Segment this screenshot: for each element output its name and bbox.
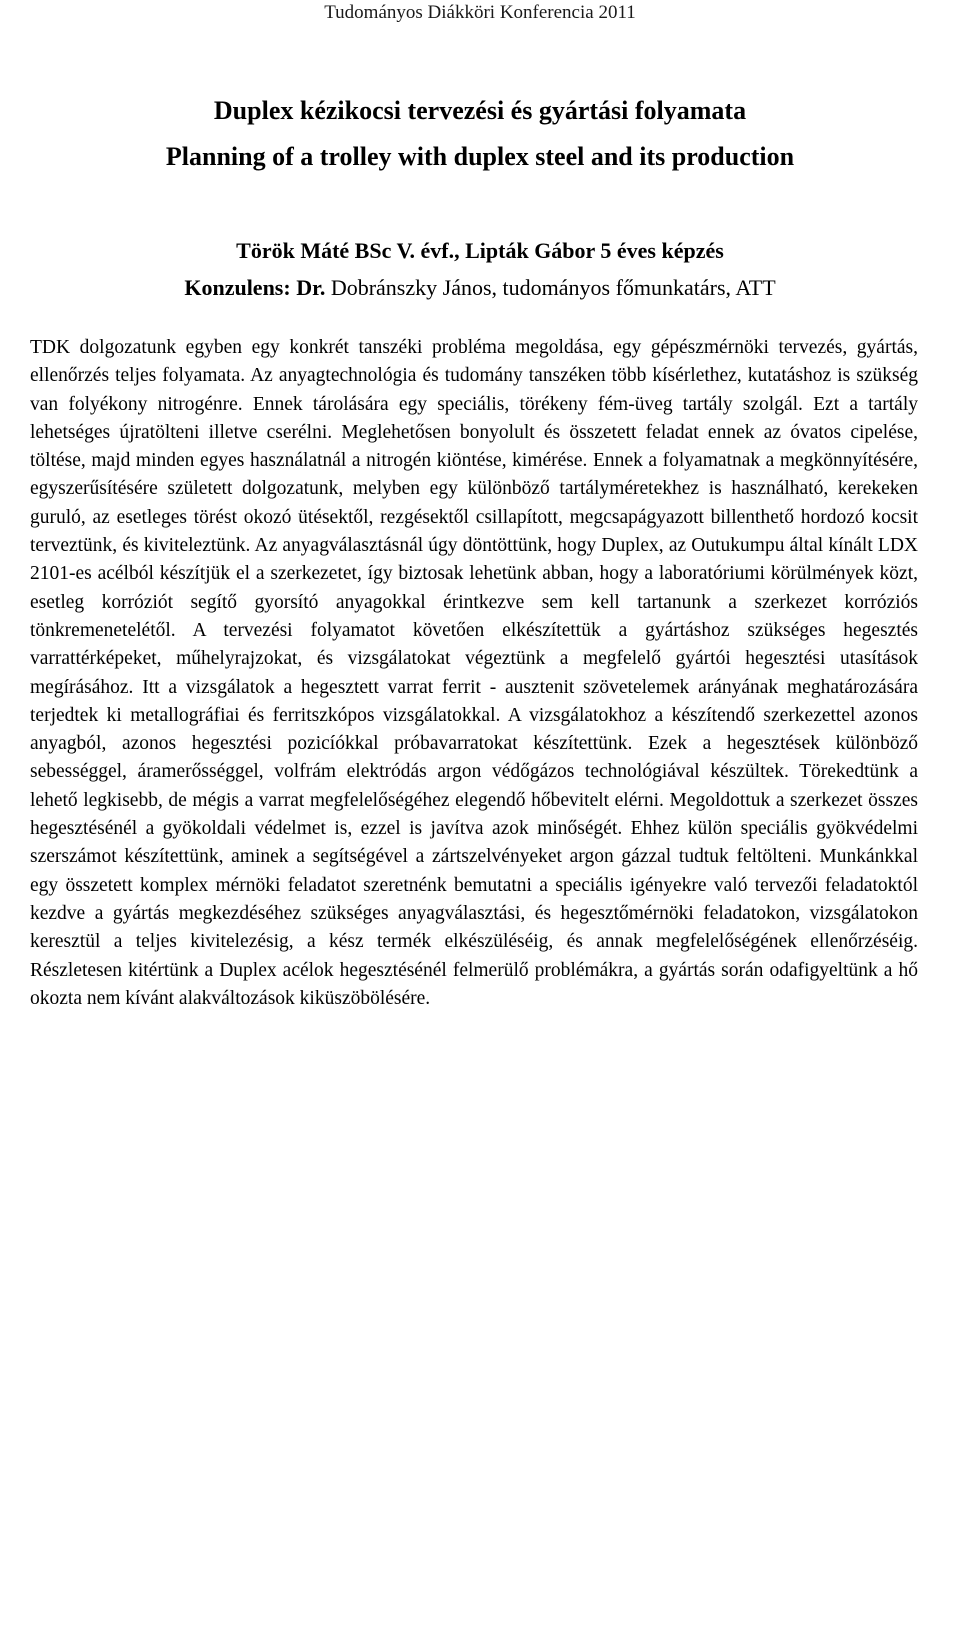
abstract-paragraph: TDK dolgozatunk egyben egy konkrét tanszéki probléma megoldása, egy gépészmérnöki tervezés, gyártás, ellenőrzés teljes folyamata. Az anyagtechnológia és tudomány tanszéken több kísérlethez, kutatáshoz is szükség van folyékony nitrogénre. Ennek tárolására egy speciális, törékeny fém-üveg tartály szolgál. Ezt a tartály lehetséges újratölteni illetve cserélni. Meglehetősen bonyolult és összetett feladat ennek az óvatos cipelése, töltése, majd minden egyes használatnál a nitrogén kiöntése, kimérése. Ennek a folyamatnak a megkönnyítésére, egyszerűsítésére született dolgozatunk, melyben egy különböző tartályméretekhez is használható, kerekeken guruló, az esetleges törést okozó ütésektől, rezgésektől csillapított, megcsapágyazott billenthető hordozó kocsit terveztünk, és kiviteleztünk. Az anyagválasztásnál úgy döntöttünk, hogy Duplex, az Outukumpu által kínált LDX 2101-es acélból készítjük el a szerkezetet, így biztosak lehetünk abban, hogy a laboratóriumi körülmények közt, esetleg korróziót segítő gyorsító anyagokkal érintkezve sem kell tartanunk a szerkezet korróziós tönkremenetelétől. A tervezési folyamatot követően elkészítettük a gyártáshoz szükséges hegesztés varrattérképeket, műhelyrajzokat, és vizsgálatokat végeztünk a megfelelő gyártói hegesztési utasítások megírásához. Itt a vizsgálatok a hegesztett varrat ferrit - ausztenit szövetelemek arányának meghatározására terjedtek ki metallográfiai és ferritszkópos vizsgálatokkal. A vizsgálatokhoz a készítendő szerkezettel azonos anyagból, azonos hegesztési pozicíókkal próbavarratokat készítettünk. Ezek a hegesztések különböző sebességgel, áramerősséggel, volfrám elektródás argon védőgázos technológiával készültek. Törekedtünk a lehető legkisebb, de mégis a varrat megfelelőségéhez elegendő hőbevitelt elérni. Megoldottuk a szerkezet összes hegesztésénél a gyökoldali védelmet is, ezzel is javítva azok minőségét. Ehhez külön speciális gyökvédelmi szerszámot készítettünk, aminek a segítségével a zártszelvényeket argon gázzal tudtuk feltölteni. Munkánkkal egy összetett komplex mérnöki feladatot szeretnénk bemutatni a speciális igényekre való tervezői feladatoktól kezdve a gyártás megkezdéséhez szükséges anyagválasztási, és hegesztőmérnöki feladatokon, vizsgálatokon keresztül a teljes kivitelezésig, a kész termék elkészüléséig, és annak megfelelőségének ellenőrzéséig. Részletesen kitértünk a Duplex acélok hegesztésénél felmerülő problémákra, a gyártás során odafigyeltünk a hő okozta nem kívánt alakváltozások kiküszöbölésére. <box>30 337 918 1009</box>
advisor-name: Dobránszky János, tudományos főmunkatárs, ATT <box>325 275 776 300</box>
running-header: Tudományos Diákköri Konferencia 2011 <box>324 2 636 23</box>
authors-block <box>0 238 960 301</box>
advisor-prefix: Konzulens: Dr. <box>184 275 326 300</box>
title-block <box>0 96 960 172</box>
authors-line: Török Máté BSc V. évf., Lipták Gábor 5 éves képzés <box>236 238 724 263</box>
title-hungarian: Duplex kézikocsi tervezési és gyártási folyamata <box>213 96 747 125</box>
title-english: Planning of a trolley with duplex steel and its production <box>165 142 795 171</box>
advisor-line <box>0 275 960 301</box>
